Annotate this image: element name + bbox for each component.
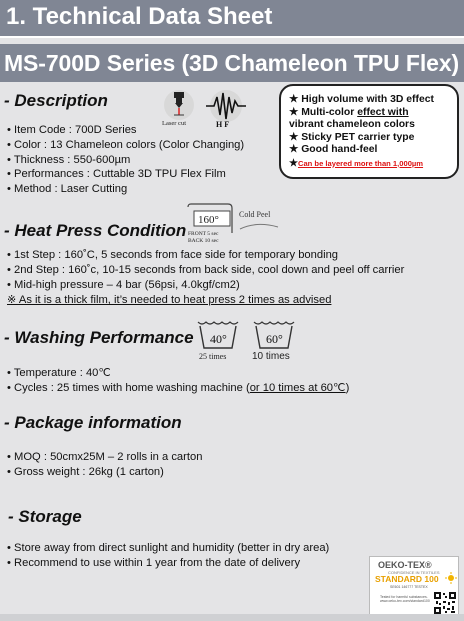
feature-item: ★ High volume with 3D effect: [289, 94, 434, 105]
oeko-brand: OEKO-TEX®: [378, 560, 432, 570]
qr-code-icon: [434, 592, 456, 614]
feature-item: ★ Good hand-feel: [289, 144, 378, 155]
package-item: • MOQ : 50cmx25M – 2 rolls in a carton: [7, 451, 203, 463]
press-back: BACK 10 sec: [188, 238, 219, 244]
package-item-text: MOQ : 50cmx25M – 2 rolls in a carton: [14, 451, 203, 463]
high-frequency-icon: [204, 89, 248, 129]
washing-item-text: Temperature : 40℃: [13, 367, 111, 379]
oeko-code: SE601 146777 TESTEX: [390, 585, 428, 589]
page-title: 1. Technical Data Sheet: [6, 3, 273, 30]
package-item-text: Gross weight : 26kg (1 carton): [14, 466, 164, 478]
heat-press-note: ※ As it is a thick film, it’s needed to heat press 2 times as advised: [7, 294, 332, 306]
washing-item-suffix: ): [345, 382, 350, 394]
hf-label: H F: [216, 120, 230, 129]
press-front: FRONT 5 sec: [188, 231, 219, 237]
heat-press-item: • 1st Step : 160˚C, 5 seconds from face side for temporary bonding: [7, 249, 339, 261]
feature-item: [289, 107, 457, 120]
storage-item: • Store away from direct sunlight and humidity (better in dry area): [7, 542, 330, 554]
wash-60-icon: [250, 318, 300, 362]
star-icon: ★: [289, 157, 298, 169]
storage-heading: - Storage: [8, 507, 82, 526]
oeko-standard: STANDARD 100: [375, 574, 439, 584]
description-item-text: Item Code : 700D Series: [14, 124, 137, 136]
feature-item: vibrant chameleon colors: [289, 119, 415, 130]
storage-item: • Recommend to use within 1 year from the date of delivery: [7, 557, 301, 569]
heat-press-item-text: 2nd Step : 160˚c, 10-15 seconds from back side, cool down and peel off carrier: [14, 264, 405, 276]
laser-cut-label: Laser cut: [162, 120, 187, 127]
press-peel: Cold Peel: [239, 210, 271, 219]
heat-press-heading: - Heat Press Condition: [4, 221, 187, 240]
description-item: • Thickness : 550-600µm: [7, 154, 131, 166]
footer-strip: [0, 614, 464, 621]
laser-cut-icon: [158, 89, 200, 129]
oeko-tex-label: [369, 556, 459, 616]
sun-icon: [445, 572, 457, 584]
oeko-tagline: CONFIDENCE IN TEXTILES: [388, 570, 440, 575]
wash-40-icon: [196, 318, 240, 362]
package-item: • Gross weight : 26kg (1 carton): [7, 466, 164, 478]
oeko-tested: Tested for harmful substances. www.oeko-tex.com/standard100: [380, 595, 430, 603]
wash-40-caption: 25 times: [199, 352, 227, 361]
washing-heading: - Washing Performance: [4, 328, 194, 347]
storage-item-text: Store away from direct sunlight and humidity (better in dry area): [14, 542, 330, 554]
description-item: • Color : 13 Chameleon colors (Color Changing): [7, 139, 245, 151]
heat-press-item: • Mid-high pressure – 4 bar (56psi, 4.0kgf/cm2): [7, 279, 240, 291]
feature-text: Can be layered more than 1,000µm: [297, 158, 424, 168]
package-heading: - Package information: [4, 413, 182, 432]
feature-item: ★ Sticky PET carrier type: [289, 131, 415, 143]
description-item: • Performances : Cuttable 3D TPU Flex Film: [7, 168, 226, 180]
wash-40-temp: 40°: [210, 332, 227, 346]
press-temp: 160°: [198, 214, 219, 226]
storage-item-text: Recommend to use within 1 year from the date of delivery: [14, 557, 301, 569]
feature-text: ★ Multi-color: [289, 106, 358, 118]
heat-press-item-text: 1st Step : 160˚C, 5 seconds from face side for temporary bonding: [14, 249, 339, 261]
wash-60-temp: 60°: [266, 332, 283, 346]
description-heading: - Description: [4, 91, 108, 110]
description-item-text: Performances : Cuttable 3D TPU Flex Film: [14, 168, 226, 180]
description-item-text: Color : 13 Chameleon colors (Color Changing): [14, 139, 245, 151]
wash-60-caption: 10 times: [252, 351, 290, 362]
product-banner: [0, 44, 464, 82]
washing-item-underlined: or 10 times at 60℃: [249, 382, 346, 394]
feature-item-warning: [289, 157, 457, 170]
heat-press-item: • 2nd Step : 160˚c, 10-15 seconds from back side, cool down and peel off carrier: [7, 264, 405, 276]
description-item: • Method : Laser Cutting: [7, 183, 128, 195]
washing-item-text: Cycles : 25 times with home washing machine (: [14, 382, 250, 394]
description-item-text: Method : Laser Cutting: [14, 183, 128, 195]
description-item: • Item Code : 700D Series: [7, 124, 137, 136]
description-item-text: Thickness : 550-600µm: [13, 154, 131, 166]
feature-text-underlined: effect with: [357, 106, 409, 118]
product-title: MS-700D Series (3D Chameleon TPU Flex): [4, 50, 460, 76]
heat-press-badge: [186, 203, 282, 245]
washing-item: • Cycles : 25 times with home washing machine (or 10 times at 60℃): [7, 382, 350, 394]
features-callout: [279, 84, 459, 179]
washing-item: • Temperature : 40℃: [7, 367, 111, 379]
title-banner: [0, 0, 464, 38]
heat-press-item-text: Mid-high pressure – 4 bar (56psi, 4.0kgf/cm2): [14, 279, 240, 291]
